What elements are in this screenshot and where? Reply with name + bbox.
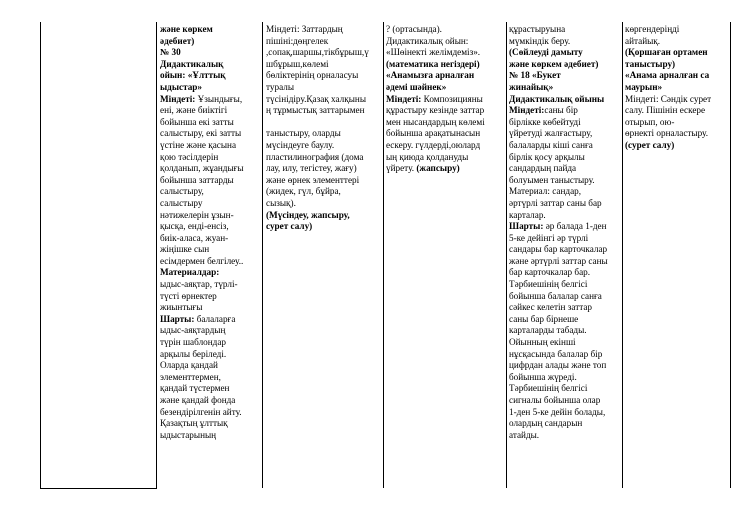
task-text: Композицияны құрастыру кезінде заттар мен нысандардың көлемі бойынша арақатынасын ескеру. гүлдерді,оюлард ың қиюда қолдануды үйрету. <box>386 93 485 174</box>
table-cell-col4 <box>386 24 505 490</box>
table-border-left <box>40 22 41 488</box>
task-text: саны бір бірлікке көбейтуді үйретуді жалғастыру, балаларды кіші санға бірлік қосу арқылы сандардың пайда болуымен таныстыру. Материал: сандар, әртүрлі заттар саны бар карталар. <box>509 105 602 220</box>
activity-label: (сурет салу) <box>625 139 675 150</box>
table-border-col3 <box>383 22 384 488</box>
task-text: Міндеті: Заттардың пішіні:дөңгелек ,сопақ,шаршы,тікбұрыш,ү шбұрыш,көлемі бөліктерінің орналасуы туралы түсінідіру.Қазақ халқыны ң тұрмыстық заттарымен таныстыру, оларды мүсіндеуге баулу. пластилинография (дома лау, илу, тегістеу, жағу) және өрнек элементтері (жидек, гүл, бұйра, сызық). <box>266 24 369 208</box>
text-block <box>509 47 621 221</box>
table-border-col2 <box>262 22 263 488</box>
table-border-col1 <box>156 22 157 488</box>
table-cell-col3 <box>266 24 382 490</box>
task-text: Міндеті: Сәндік сурет салу. Пішінін ескере отырып, ою- өрнекті орналастыру. <box>625 93 712 139</box>
activity-label: (математика негіздері) <box>386 58 480 69</box>
text-block <box>160 94 260 268</box>
table-cell-col5 <box>509 24 621 490</box>
activity-title: (Қоршаған ортамен таныстыру) «Анама арналған са маурын» <box>625 47 710 92</box>
activity-label: (жапсыру) <box>416 163 460 174</box>
text-block: құрастыруына мүмкіндік беру. <box>509 24 571 46</box>
table-border-right <box>730 22 731 488</box>
text-block <box>386 70 505 174</box>
label-conditions: Шарты: <box>160 313 197 324</box>
table-border-col4 <box>506 22 507 488</box>
label-conditions: Шарты: <box>509 221 546 232</box>
game-title: (Сөйлеуді дамыту және көркем әдебиет) № 18 «Букет жинайық» Дидактикалық ойыны Міндеті: <box>509 47 605 116</box>
game-title: № 30 Дидактикалық ойын: «Ұлттық ыдыстар» <box>160 47 226 92</box>
text-block <box>160 314 260 442</box>
task-text: Ұзындығы, ені, және биіктігі бойынша екі затты салыстыру, екі затты үстіне және қасына қою тәсілдерін қолданып, жұандығы бойынша заттарды салыстыру, салыстыру нәтижелерін ұзын- қысқа, енді-енсіз, биік-аласа, жуан- жіңішке сын есімдермен белгілеу.. <box>160 93 244 266</box>
materials-text: ыдыс-аяқтар, түрлі- түсті өрнектер жиынтығы <box>160 279 238 313</box>
table-cell-col2 <box>160 24 260 490</box>
table-cell-col6 <box>625 24 729 490</box>
conditions-text: әр балада 1-ден 5-ке дейінгі әр түрлі сандары бар карточкалар және әртүрлі заттар саны бар карточкалар бар. Тәрбиешінің белгісі бойынша балалар санға сәйкес келетін заттар саны бар бірнеше карталарды табады. Ойынның екінші нұсқасында балалар бір цифрдан алады және топ бойынша жүреді. Тәрбиешінің белгісі сигналы бойынша олар 1-ден 5-ке дейін болады, олардың сандарын атайды. <box>509 221 608 440</box>
activity-title: «Анамызға арналған әдемі шәйнек» Міндеті: <box>386 70 475 104</box>
text-block <box>509 221 621 441</box>
conditions-text: балаларға ыдыс-аяқтардың түрін шаблондар арқылы беріледі. Оларда қандай элементтермен, қандай түстермен және қандай фонда безендірілгенін айту. Қазақтың ұлттық ыдыстарының <box>160 313 242 440</box>
table-border-col5 <box>622 22 623 488</box>
text-block: көргендеріңді айтайық. <box>625 24 680 46</box>
activity-label: (Мүсіндеу, жапсыру, сурет салу) <box>266 209 350 232</box>
label-materials: Материалдар: <box>160 267 220 278</box>
label-task: Міндеті: <box>160 93 198 104</box>
text-block: және көркем әдебиет) <box>160 24 213 46</box>
text-block: ? (ортасында). Дидактикалық ойын: «Шөінекті желімдеміз». <box>386 24 481 58</box>
table-bottom-border <box>40 488 157 489</box>
